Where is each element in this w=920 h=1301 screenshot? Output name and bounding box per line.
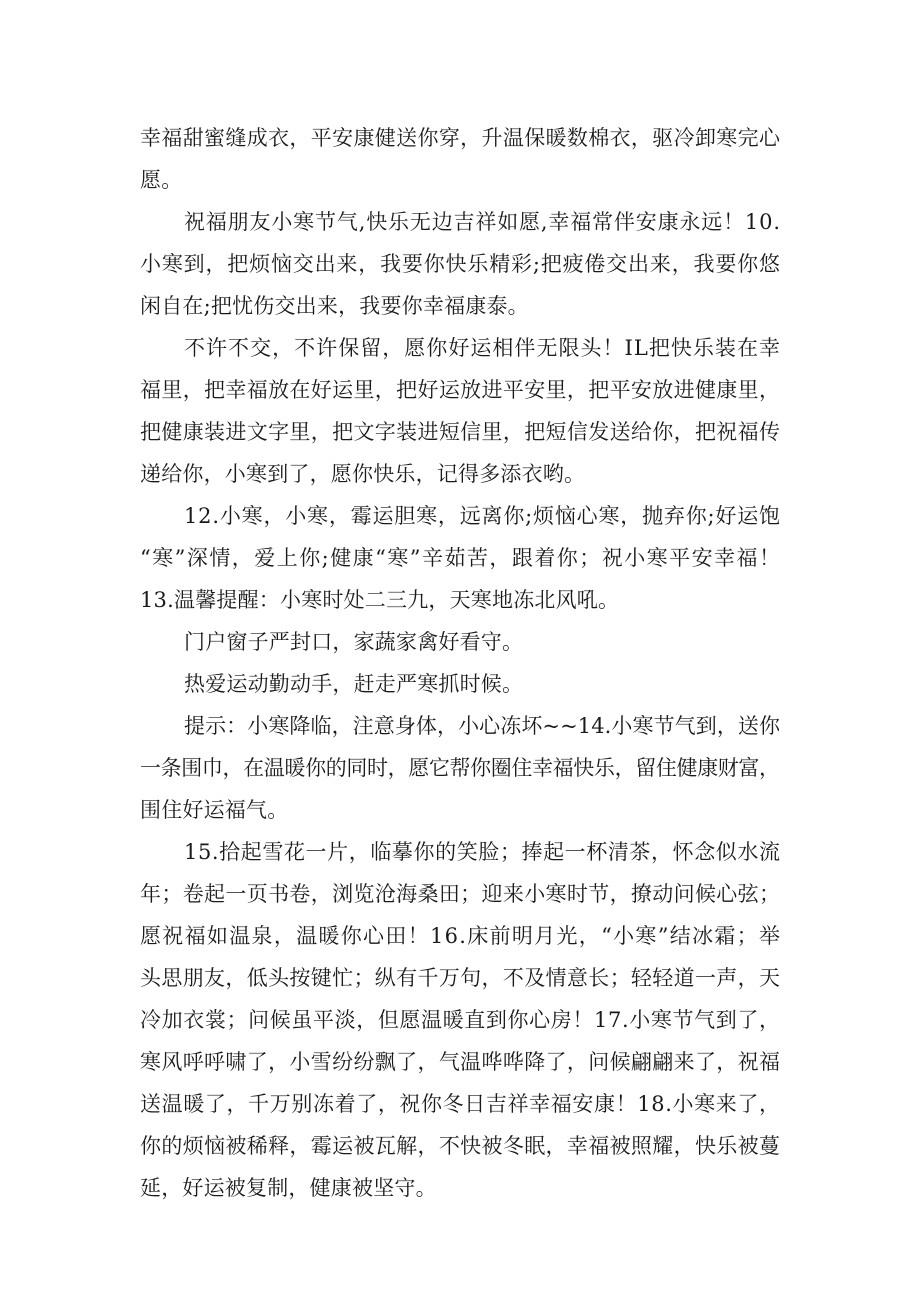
text-line: 提示：小寒降临，注意身体，小心冻坏~~14.小寒节气到，送你	[184, 714, 781, 738]
text-line: 围住好运福气。	[140, 798, 289, 822]
text-line: 送温暖了，千万别冻着了，祝你冬日吉祥幸福安康！18.小寒来了，	[140, 1092, 781, 1116]
text-line: 愿祝福如温泉，温暖你心田！16.床前明月光，“小寒”结冰霜；举	[140, 924, 782, 948]
text-line: 门户窗子严封口，家蔬家禽好看守。	[184, 630, 524, 654]
paragraph	[140, 831, 780, 1209]
text-line: 一条围巾，在温暖你的同时，愿它帮你圈住幸福快乐，留住健康财富，	[140, 756, 780, 780]
text-line: 13.温馨提醒：小寒时处二三九，天寒地冻北风吼。	[140, 588, 620, 612]
text-line: 幸福甜蜜缝成衣，平安康健送你穿，升温保暖数棉衣，驱冷卸寒完心	[140, 126, 781, 150]
paragraph	[140, 495, 780, 621]
document-body	[140, 117, 780, 1209]
text-line: 寒风呼呼啸了，小雪纷纷飘了，气温哗哗降了，问候翩翩来了，祝福	[140, 1050, 781, 1074]
paragraph	[140, 327, 780, 495]
text-line: “寒”深情，爱上你;健康“寒”辛茹苦，跟着你；祝小寒平安幸福！	[140, 546, 782, 570]
text-line: 不许不交，不许保留，愿你好运相伴无限头！IL把快乐装在幸	[184, 336, 782, 360]
text-line: 把健康装进文字里，把文字装进短信里，把短信发送给你，把祝福传	[140, 420, 781, 444]
text-line: 12.小寒，小寒，霉运胆寒，远离你;烦恼心寒，抛弃你;好运饱	[184, 504, 781, 528]
text-line: 递给你，小寒到了，愿你快乐，记得多添衣哟。	[140, 462, 586, 486]
text-line: 头思朋友，低头按键忙；纵有千万句，不及情意长；轻轻道一声，天	[140, 966, 781, 990]
paragraph	[140, 663, 780, 705]
text-line: 你的烦恼被稀释，霉运被瓦解，不快被冬眠，幸福被照耀，快乐被蔓	[140, 1134, 781, 1158]
text-line: 延，好运被复制，健康被坚守。	[140, 1176, 437, 1200]
paragraph	[140, 621, 780, 663]
text-line: 15.拾起雪花一片，临摹你的笑脸；捧起一杯清茶，怀念似水流	[184, 840, 781, 864]
paragraph	[140, 117, 780, 201]
text-line: 冷加衣裳；问候虽平淡，但愿温暖直到你心房！17.小寒节气到了，	[140, 1008, 781, 1032]
text-line: 福里，把幸福放在好运里，把好运放进平安里，把平安放进健康里，	[140, 378, 781, 402]
text-line: 热爱运动勤动手，赶走严寒抓时候。	[184, 672, 524, 696]
text-line: 祝福朋友小寒节气,快乐无边吉祥如愿,幸福常伴安康永远！10.	[184, 210, 781, 234]
paragraph	[140, 705, 780, 831]
paragraph	[140, 201, 780, 327]
text-line: 闲自在;把忧伤交出来，我要你幸福康泰。	[140, 294, 529, 318]
text-line: 小寒到，把烦恼交出来，我要你快乐精彩;把疲倦交出来，我要你悠	[140, 252, 781, 276]
text-line: 愿。	[140, 168, 183, 192]
text-line: 年；卷起一页书卷，浏览沧海桑田；迎来小寒时节，撩动问候心弦；	[140, 882, 781, 906]
